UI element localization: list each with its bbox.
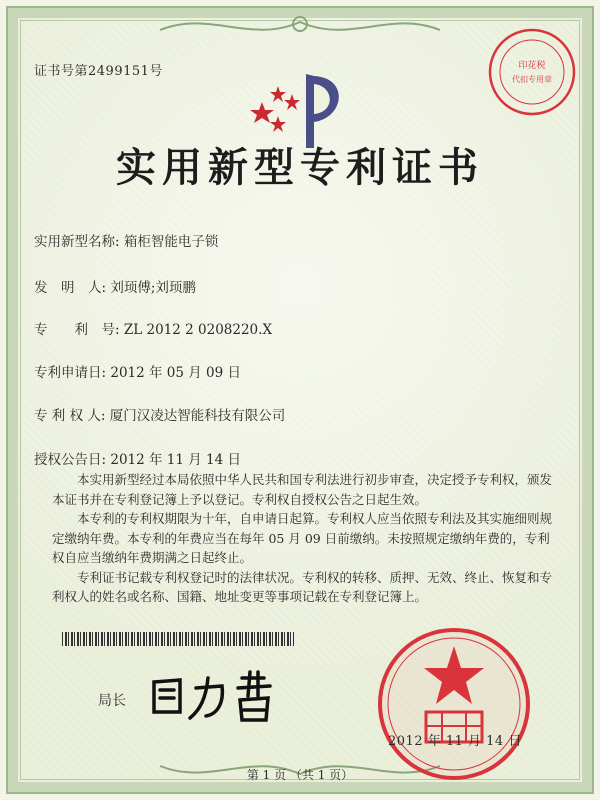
barcode <box>62 632 294 646</box>
field-value: 2012 年 05 月 09 日 <box>110 365 242 381</box>
certificate-body <box>52 470 562 607</box>
top-ornament <box>150 10 450 44</box>
field-grant-date <box>34 448 241 468</box>
field-patentee <box>34 404 285 424</box>
national-ip-office-seal <box>376 626 532 782</box>
body-paragraph: 专利证书记载专利权登记时的法律状况。专利权的转移、质押、无效、终止、恢复和专利权人的姓名或名称、国籍、地址变更等事项记载在专利登记簿上。 <box>52 569 553 604</box>
body-paragraph: 本实用新型经过本局依照中华人民共和国专利法进行初步审查，决定授予专利权，颁发本证书并在专利登记簿上予以登记。专利权自授权公告之日起生效。 <box>52 472 553 507</box>
field-label: 专 利 权 人: <box>34 408 106 424</box>
field-value: 刘顼傅;刘顼鹏 <box>110 280 196 296</box>
page-number: 第 1 页 （共 1 页） <box>246 768 354 782</box>
body-paragraph: 本专利的专利权期限为十年，自申请日起算。专利权人应当依照专利法及其实施细则规定缴纳年费。本专利的年费应当在每年 05 月 09 日前缴纳。未按照规定缴纳年费的，专利权自应当缴纳年费期满之日起终止。 <box>52 511 553 565</box>
field-label: 专利申请日: <box>34 365 107 381</box>
field-application-date <box>34 361 241 381</box>
field-label: 发 明 人: <box>34 280 107 296</box>
certificate-number: 证书号第2499151号 <box>34 64 163 79</box>
field-label: 专 利 号: <box>34 322 120 338</box>
director-label: 局长 <box>98 693 126 709</box>
svg-text:印花税: 印花税 <box>518 61 546 71</box>
field-label: 授权公告日: <box>34 452 107 468</box>
svg-text:代扣专用章: 代扣专用章 <box>512 75 552 84</box>
field-value: 厦门汉凌达智能科技有限公司 <box>109 408 286 424</box>
field-utility-name <box>34 230 218 250</box>
field-value: 箱柜智能电子锁 <box>123 234 219 250</box>
issue-date: 2012 年 11 月 14 日 <box>388 734 522 749</box>
tax-stamp <box>486 26 578 118</box>
director-signature <box>146 668 296 724</box>
field-value: ZL 2012 2 0208220.X <box>123 322 273 338</box>
certificate-title: 实用新型专利证书 <box>116 144 484 191</box>
field-value: 2012 年 11 月 14 日 <box>110 452 242 468</box>
field-patent-number <box>34 318 272 338</box>
field-label: 实用新型名称: <box>34 234 120 250</box>
field-inventor <box>34 276 196 296</box>
